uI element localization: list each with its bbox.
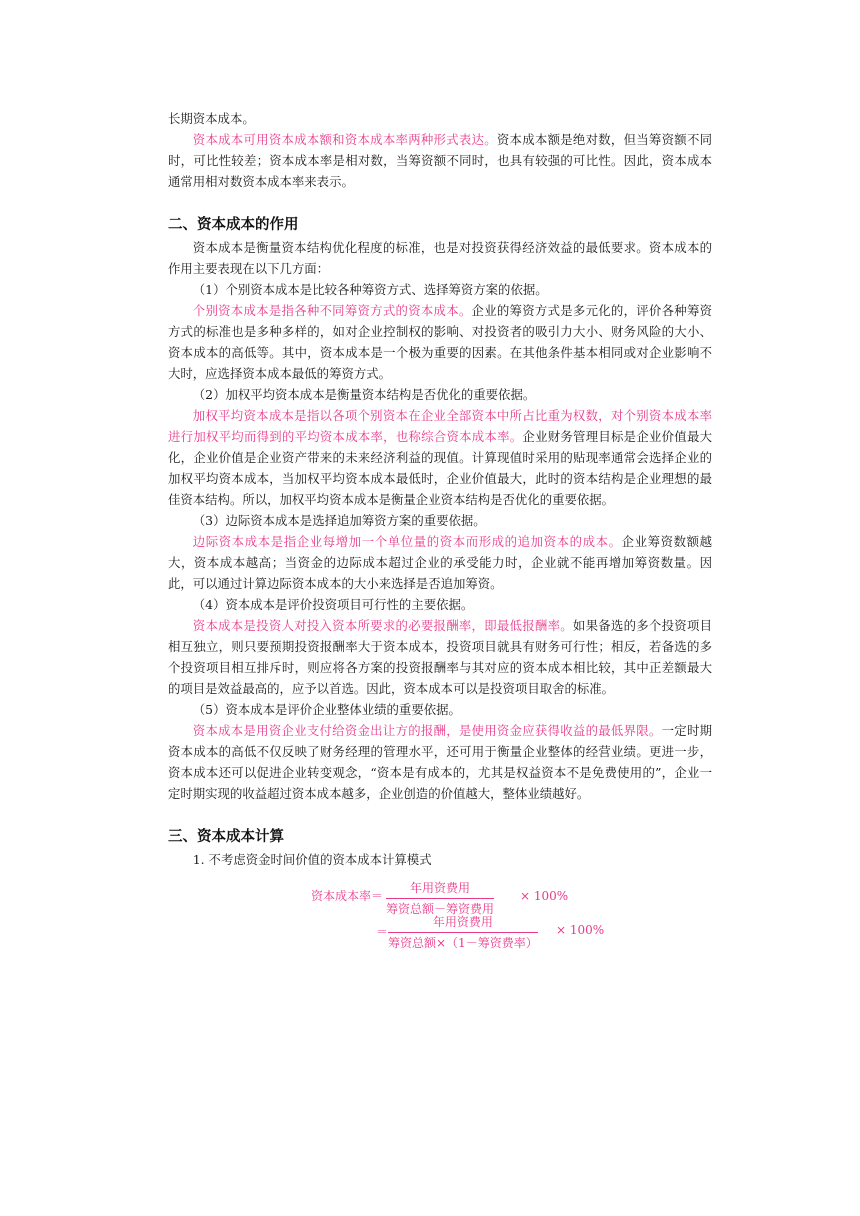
highlight-text: 加权平均资本成本是指以各项个别资本在企业全部资本中所占比重为权数，对个别资本成本率进行加权平均而得到的平均资本成本率，也称综合资本成本率。	[168, 408, 712, 444]
item-3-heading: （3）边际资本成本是选择追加筹资方案的重要依据。	[192, 513, 486, 528]
paragraph-text: 如果备选的多个投资项目相互独立，则只要预期投资报酬率大于资本成本，投资项目就具有财务可行性；相反，若备选的多个投资项目相互排斥时，则应将各方案的投资报酬率与其对应的资本成本相比较，其中正差额最大的项目是效益最高的，应予以首选。因此，资本成本可以是投资项目取舍的标准。	[168, 618, 713, 696]
item-2-body	[168, 405, 712, 510]
item-1-heading: （1）个别资本成本是比较各种筹资方式、选择筹资方案的依据。	[192, 282, 548, 297]
fraction-numerator: 年用资费用	[386, 880, 494, 899]
formula-multiplier: × 100%	[520, 889, 569, 903]
cost-of-capital-formula	[168, 878, 712, 948]
section-3-title: 三、资本成本计算	[168, 829, 284, 845]
formula-multiplier: × 100%	[556, 923, 605, 937]
paragraph-text: 资本成本额是绝对数，但当筹资额不同时，可比性较差；资本成本率是相对数，当筹资额不同时，也具有较强的可比性。因此，资本成本通常用相对数资本成本率来表示。	[168, 132, 713, 189]
formula-equals: ＝	[376, 925, 389, 939]
formula-lhs: 资本成本率＝	[311, 889, 384, 903]
highlight-text: 资本成本是投资人对投入资本所要求的必要报酬率，即最低报酬率。	[192, 618, 573, 633]
item-4-heading: （4）资本成本是评价投资项目可行性的主要依据。	[192, 597, 474, 612]
fraction-denominator: 筹资总额－筹资费用	[386, 902, 495, 916]
paragraph-text: 长期资本成本。	[168, 111, 255, 126]
paragraph-1	[168, 108, 712, 129]
item-5-heading: （5）资本成本是评价企业整体业绩的重要依据。	[192, 702, 461, 717]
paragraph-2	[168, 129, 712, 192]
item-4-body	[168, 615, 712, 699]
fraction-numerator: 年用资费用	[388, 914, 538, 933]
highlight-text: 资本成本是用资企业支付给资金出让方的报酬，是使用资金应获得收益的最低界限。	[192, 723, 662, 738]
formula-fraction-1	[386, 880, 494, 917]
paragraph-text: 企业财务管理目标是企业价值最大化，企业价值是企业资产带来的未来经济利益的现值。计算现值时采用的贴现率通常会选择企业的加权平均资本成本，当加权平均资本成本最低时，企业价值最大，此时的资本结构是企业理想的最佳资本结构。所以，加权平均资本成本是衡量企业资本结构是否优化的重要依据。	[168, 429, 712, 507]
section-2-title: 二、资本成本的作用	[168, 217, 299, 233]
fraction-denominator: 筹资总额×（1－筹资费率）	[388, 936, 538, 950]
highlight-text: 资本成本可用资本成本额和资本成本率两种形式表达。	[192, 132, 497, 147]
highlight-text: 边际资本成本是指企业每增加一个单位量的资本而形成的追加资本的成本。	[192, 534, 622, 549]
item-2-heading: （2）加权平均资本成本是衡量资本结构是否优化的重要依据。	[192, 387, 536, 402]
paragraph-text: 企业的筹资方式是多元化的，评价各种筹资方式的标准也是多种多样的，如对企业控制权的影响、对投资者的吸引力大小、财务风险的大小、资本成本的高低等。其中，资本成本是一个极为重要的因素。在其他条件基本相同或对企业影响不大时，应选择资本成本最低的筹资方式。	[168, 303, 713, 381]
paragraph-text: 一定时期资本成本的高低不仅反映了财务经理的管理水平，还可用于衡量企业整体的经营业绩。更进一步，资本成本还可以促进企业转变观念，“资本是有成本的，尤其是权益资本不是免费使用的”，企业一定时期实现的收益超过资本成本越多，企业创造的价值越大，整体业绩越好。	[168, 723, 713, 801]
formula-fraction-2	[388, 914, 538, 951]
item-5-body	[168, 720, 712, 804]
item-3-body	[168, 531, 712, 594]
paragraph-text: 企业筹资数额越大，资本成本越高；当资金的边际成本超过企业的承受能力时，企业就不能再增加筹资数量。因此，可以通过计算边际资本成本的大小来选择是否追加筹资。	[168, 534, 713, 591]
highlight-text: 个别资本成本是指各种不同筹资方式的资本成本。	[192, 303, 472, 318]
document-body	[168, 108, 712, 948]
item-1-body	[168, 300, 712, 384]
section-2-intro: 资本成本是衡量资本结构优化程度的标准，也是对投资获得经济效益的最低要求。资本成本的作用主要表现在以下几方面：	[168, 240, 712, 276]
section-3-subtitle: 1. 不考虑资金时间价值的资本成本计算模式	[192, 852, 432, 867]
